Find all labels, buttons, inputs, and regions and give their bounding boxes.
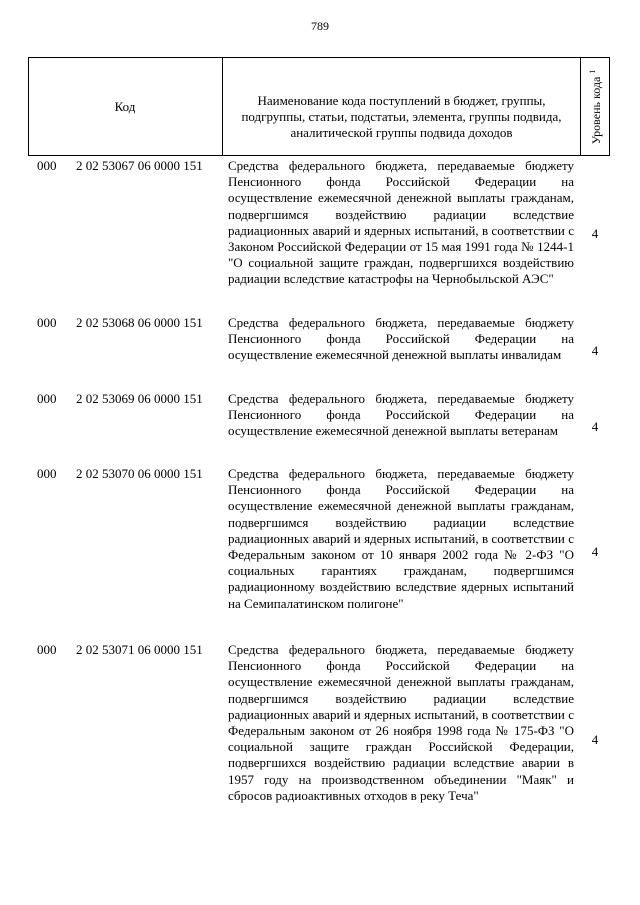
code-level: 4 [591, 419, 599, 434]
revenue-description: Средства федерального бюджета, передаваемые бюджету Пенсионного фонда Российской Федерации на осуществление ежемесячной денежной выплаты гражданам, подвергшимся воздействию радиации вследствие радиационных аварий и ядерных испытаний, в соответствии с Федеральным законом от 26 ноября 1998 года № 175-ФЗ "О социальной защите граждан Российской Федерации, подвергшихся воздействию радиации вследствие аварии в 1957 году на производственном объединении "Маяк" и сбросов радиоактивных отходов в реку Теча" [228, 642, 574, 803]
header-level-text: Уровень кода [588, 76, 603, 144]
code-level: 4 [591, 226, 599, 241]
header-name: Наименование кода поступлений в бюджет, группы, подгруппы, статьи, подстатьи, элемента, группы подвида, аналитической группы подвида доходов [241, 92, 562, 140]
code-level: 4 [591, 544, 599, 559]
revenue-description: Средства федерального бюджета, передаваемые бюджету Пенсионного фонда Российской Федерации на осуществление ежемесячной денежной выплаты гражданам, подвергшимся воздействию радиации вследствие радиационных аварий и ядерных испытаний, в соответствии с Законом Российской Федерации от 15 мая 1991 года № 1244-1 "О социальной защите граждан, подвергшихся воздействию радиации вследствие катастрофы на Чернобыльской АЭС" [228, 158, 574, 287]
code-level: 4 [591, 732, 599, 747]
revenue-code: 2 02 53070 06 0000 151 [76, 466, 203, 481]
table-header [28, 57, 610, 156]
header-code: Код [114, 98, 136, 114]
header-level-footnote: 1 [587, 69, 597, 74]
revenue-code: 2 02 53068 06 0000 151 [76, 315, 203, 330]
code-level: 4 [591, 343, 599, 358]
revenue-description: Средства федерального бюджета, передаваемые бюджету Пенсионного фонда Российской Федерации на осуществление ежемесячной денежной выплаты гражданам, подвергшимся воздействию радиации вследствие радиационных аварий и ядерных испытаний, в соответствии с Федеральным законом от 10 января 2002 года № 2-ФЗ "О социальных гарантиях гражданам, подвергшимся радиационному воздействию вследствие ядерных испытаний на Семипалатинском полигоне" [228, 466, 574, 611]
admin-code: 000 [37, 466, 57, 481]
header-level-cell [581, 58, 610, 155]
admin-code: 000 [37, 315, 57, 330]
admin-code: 000 [37, 391, 57, 406]
revenue-code: 2 02 53071 06 0000 151 [76, 642, 203, 657]
admin-code: 000 [37, 158, 57, 173]
revenue-code: 2 02 53067 06 0000 151 [76, 158, 203, 173]
revenue-description: Средства федерального бюджета, передаваемые бюджету Пенсионного фонда Российской Федерации на осуществление ежемесячной денежной выплаты инвалидам [228, 315, 574, 363]
revenue-code: 2 02 53069 06 0000 151 [76, 391, 203, 406]
header-level [588, 69, 604, 144]
admin-code: 000 [37, 642, 57, 657]
revenue-description: Средства федерального бюджета, передаваемые бюджету Пенсионного фонда Российской Федерации на осуществление ежемесячной денежной выплаты ветеранам [228, 391, 574, 439]
page-number: 789 [311, 19, 329, 33]
